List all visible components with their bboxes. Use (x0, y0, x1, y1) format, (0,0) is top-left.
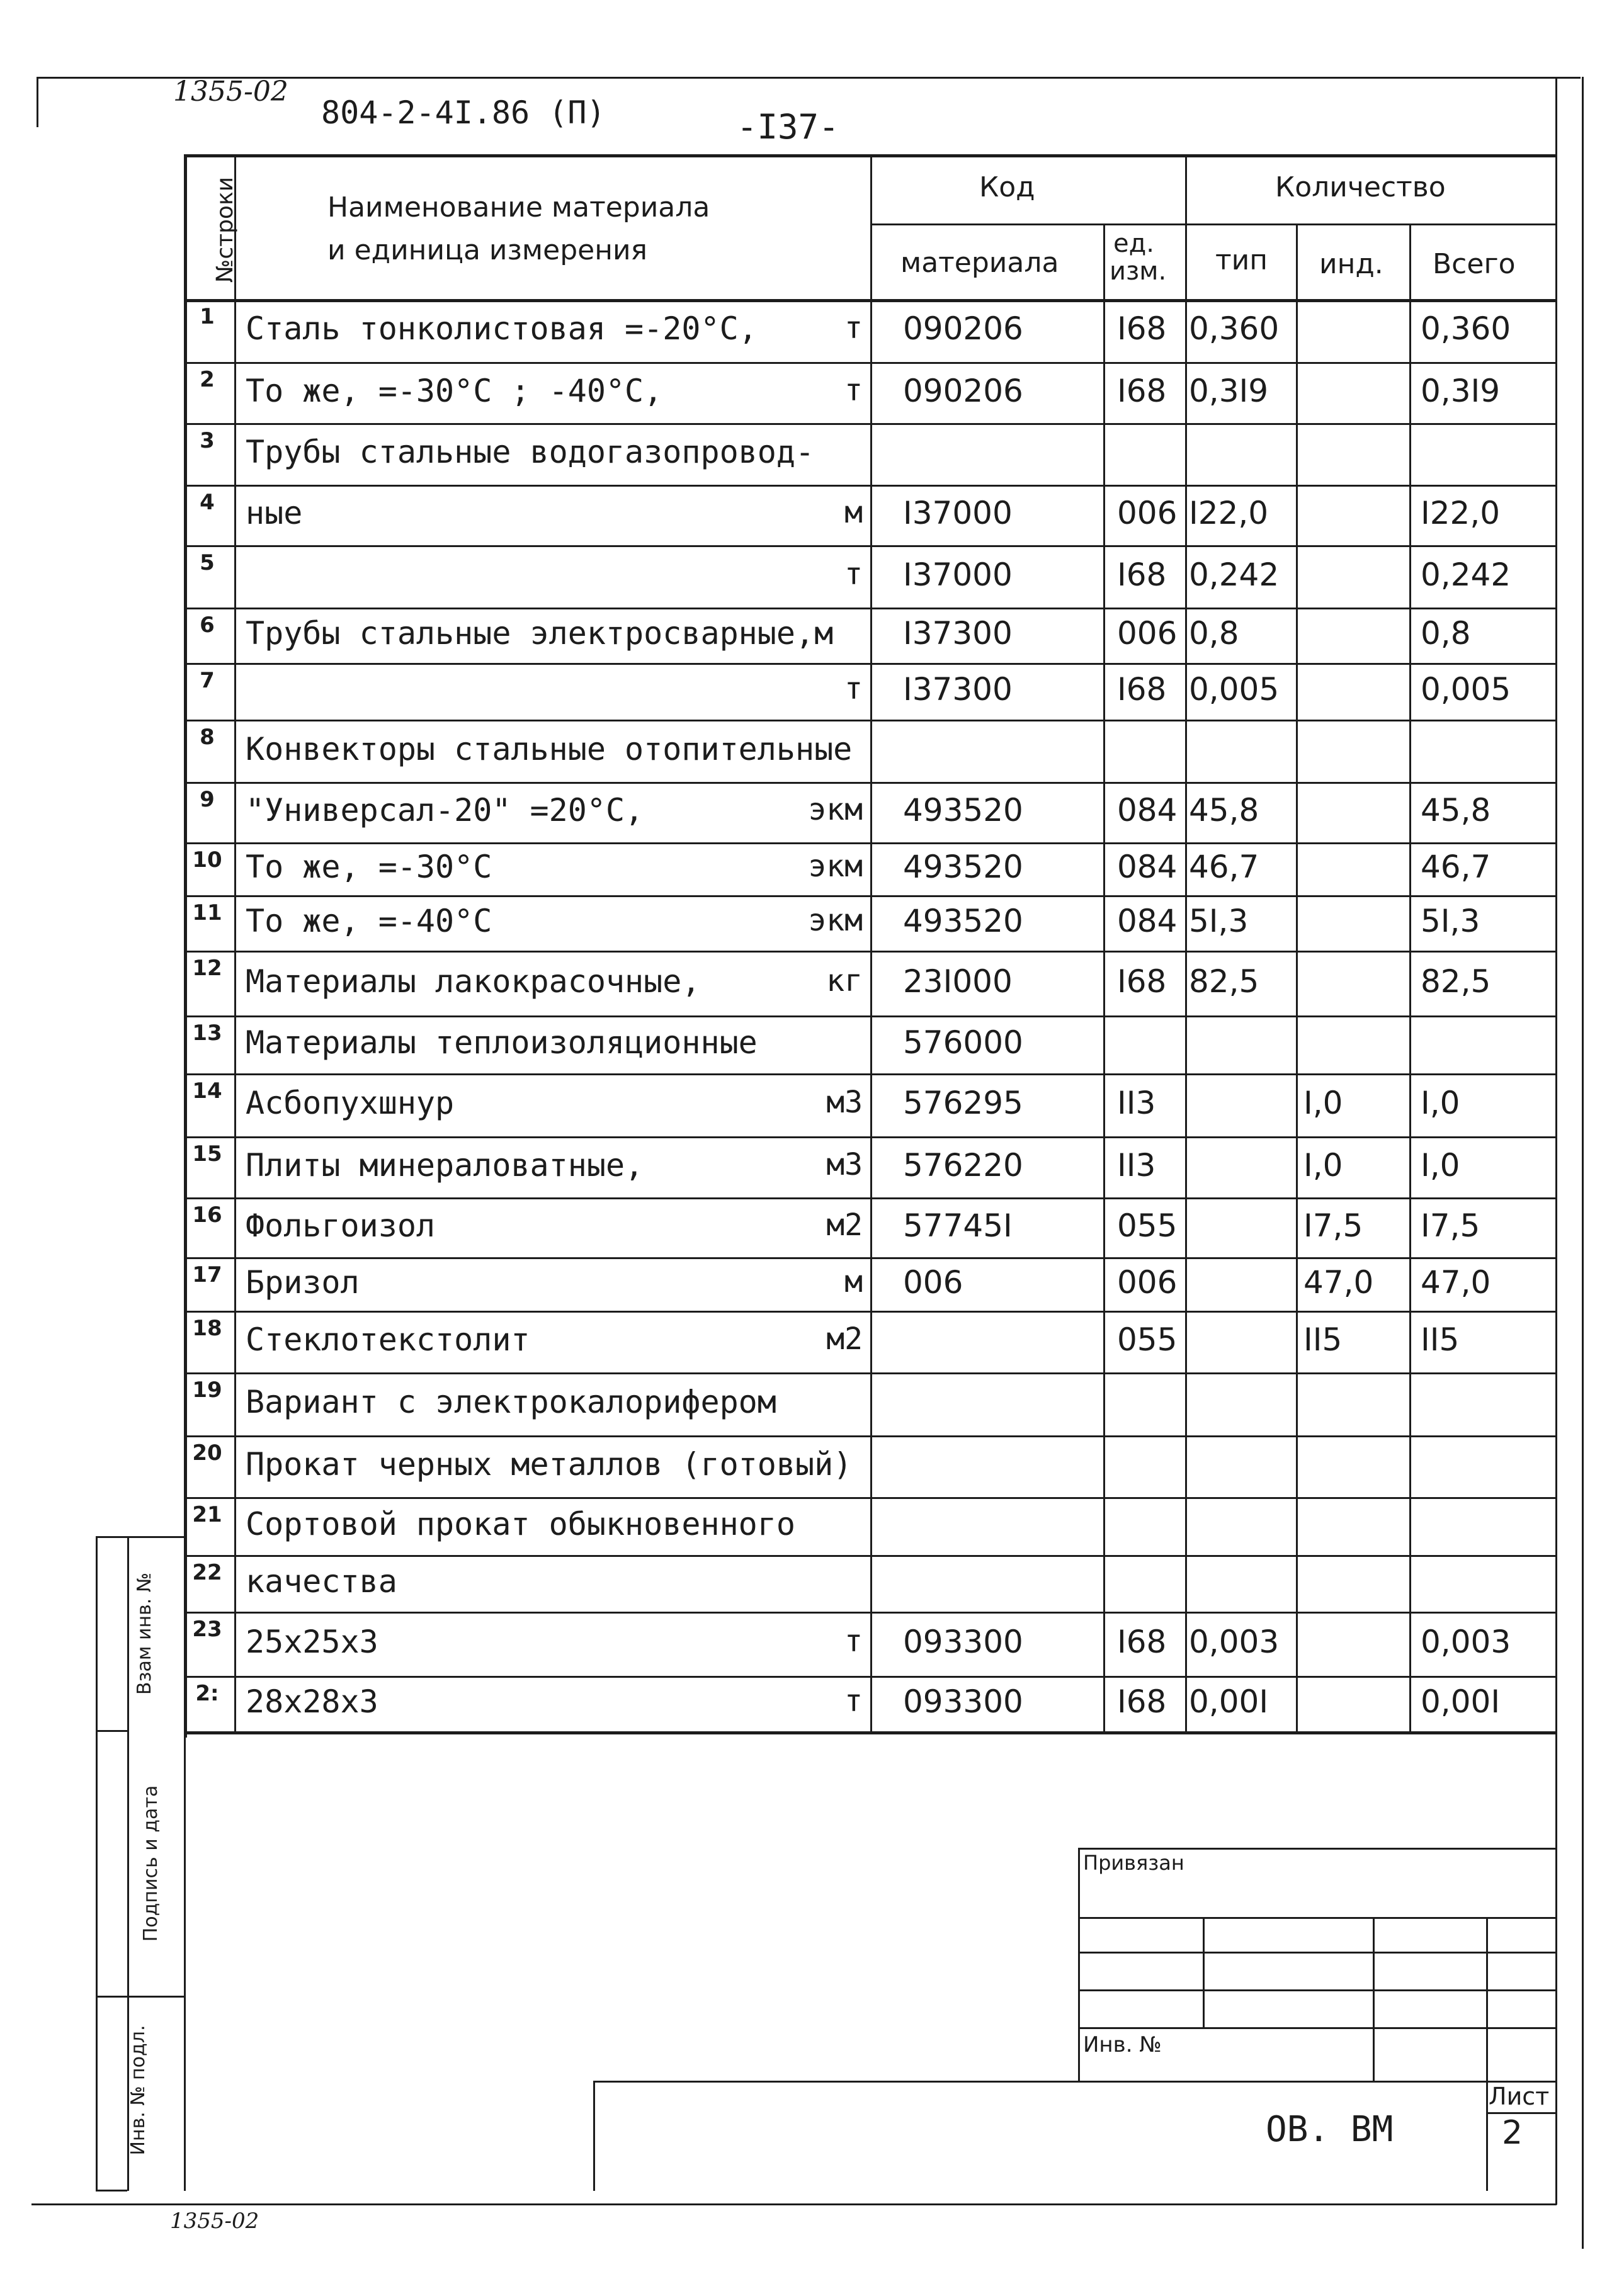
material-name: Бризол (246, 1264, 360, 1301)
col-header-qty-type: тип (1215, 244, 1268, 276)
row-separator (184, 1435, 1555, 1437)
row-separator (184, 485, 1555, 487)
unit-of-measure: т (844, 671, 863, 706)
col-header-quantity: Количество (1275, 171, 1446, 203)
frame-bottom-line (31, 2203, 1557, 2205)
row-separator (184, 1015, 1555, 1017)
row-separator (184, 895, 1555, 897)
tb-privyazan-left (1078, 1848, 1080, 2081)
unit-of-measure: т (844, 310, 863, 346)
qty-type-value: 0,360 (1189, 310, 1280, 347)
material-name: Прокат черных металлов (готовый) (246, 1446, 853, 1483)
qty-total-value: II5 (1421, 1321, 1460, 1358)
material-name: Сталь тонколистовая =-20°С, (246, 310, 758, 347)
row-separator (184, 1311, 1555, 1313)
row-separator (184, 423, 1555, 425)
qty-type-value: 0,003 (1189, 1624, 1280, 1660)
unit-code: 006 (1117, 495, 1178, 531)
stamp-top-line (96, 1536, 184, 1538)
row-separator (184, 842, 1555, 844)
unit-of-measure: м3 (826, 1146, 863, 1182)
material-name: Трубы стальные водогазопровод- (246, 434, 815, 470)
material-code: I37300 (903, 671, 1013, 708)
unit-code: II3 (1117, 1085, 1156, 1121)
tb-grid-v3 (1486, 1917, 1488, 2081)
material-code: I37000 (903, 556, 1013, 593)
qty-total-value: 0,360 (1421, 310, 1511, 347)
stamp-sep-1 (96, 1730, 127, 1732)
row-number: 15 (192, 1141, 222, 1167)
qty-total-value: 46,7 (1421, 849, 1491, 885)
material-code: 493520 (903, 903, 1023, 939)
qty-type-value: 45,8 (1189, 792, 1259, 828)
qty-total-value: 0,005 (1421, 671, 1511, 708)
row-number: 6 (200, 613, 215, 638)
row-separator (184, 663, 1555, 665)
unit-code: 084 (1117, 792, 1178, 828)
unit-of-measure: экм (808, 792, 863, 827)
row-number: 20 (192, 1440, 222, 1466)
unit-code: 055 (1117, 1207, 1178, 1244)
unit-code: 084 (1117, 903, 1178, 939)
col-header-code-material: материала (900, 247, 1059, 279)
qty-total-value: I,0 (1421, 1146, 1460, 1184)
material-code: 493520 (903, 792, 1023, 828)
row-number: 23 (192, 1617, 222, 1642)
row-number: 2 (200, 367, 215, 392)
material-code: 090206 (903, 310, 1023, 347)
qty-type-value: 82,5 (1189, 963, 1259, 1000)
material-name: То же, =-30°С (246, 849, 492, 885)
material-name: Трубы стальные электросварные,м (246, 615, 834, 652)
qty-ind-value: 47,0 (1303, 1264, 1374, 1301)
material-name: Материалы теплоизоляционные (246, 1024, 758, 1061)
material-name: То же, =-30°С ; -40°С, (246, 372, 663, 409)
qty-total-value: I,0 (1421, 1085, 1460, 1121)
tb-sheet-number: 2 (1502, 2114, 1523, 2152)
qty-ind-value: I,0 (1303, 1085, 1343, 1121)
qty-ind-value: I,0 (1303, 1146, 1343, 1184)
row-number: 2: (195, 1681, 219, 1706)
col-header-code-unit-2: изм. (1110, 257, 1167, 286)
row-separator (184, 1372, 1555, 1374)
unit-code: I68 (1117, 372, 1167, 409)
qty-total-value: 47,0 (1421, 1264, 1491, 1301)
qty-total-value: I22,0 (1421, 495, 1501, 531)
col-header-row-number: №строки (212, 176, 238, 283)
stamp-bottom-line (96, 2190, 127, 2191)
frame-left-edge (37, 77, 38, 127)
unit-of-measure: м (844, 495, 863, 530)
qty-type-value: I22,0 (1189, 495, 1269, 531)
qty-total-value: 0,242 (1421, 556, 1511, 593)
stamp-left-line (96, 1536, 98, 2191)
qty-type-value: 0,242 (1189, 556, 1280, 593)
qty-total-value: 45,8 (1421, 792, 1491, 828)
material-code: 576295 (903, 1085, 1023, 1121)
material-name: 25х25х3 (246, 1624, 378, 1660)
col-line-qty-ind (1409, 223, 1411, 1731)
stamp-vzam-label: Взам инв. № (133, 1572, 156, 1695)
unit-of-measure: т (844, 556, 863, 592)
unit-of-measure: м2 (826, 1321, 863, 1357)
tb-main-top (593, 2081, 1557, 2083)
material-name: ные (246, 495, 303, 531)
row-separator (184, 720, 1555, 721)
tb-designation: ОВ. ВМ (1266, 2109, 1394, 2150)
row-separator (184, 1497, 1555, 1499)
tb-grid-h1 (1078, 1917, 1557, 1919)
row-number: 19 (192, 1377, 222, 1403)
qty-total-value: 0,3I9 (1421, 372, 1501, 409)
unit-of-measure: кг (826, 963, 863, 998)
material-code: I37300 (903, 615, 1013, 652)
document-number: 804-2-4I.86 (П) (321, 94, 606, 131)
col-line-row-no (234, 154, 236, 1731)
qty-type-value: 0,3I9 (1189, 372, 1269, 409)
material-name: 28х28х3 (246, 1683, 378, 1720)
tb-sheet-label: Лист (1489, 2083, 1550, 2110)
qty-type-value: 0,8 (1189, 615, 1239, 652)
frame-right-outer (1582, 77, 1584, 2249)
tb-grid-h4 (1078, 2027, 1557, 2029)
row-number: 22 (192, 1560, 222, 1585)
qty-total-value: 5I,3 (1421, 903, 1480, 939)
unit-of-measure: экм (808, 849, 863, 884)
row-separator (184, 1197, 1555, 1199)
material-code: 006 (903, 1264, 963, 1301)
unit-code: I68 (1117, 963, 1167, 1000)
row-separator (184, 1676, 1555, 1678)
material-name: "Универсал-20" =20°С, (246, 792, 644, 828)
material-code: I37000 (903, 495, 1013, 531)
qty-total-value: 82,5 (1421, 963, 1491, 1000)
unit-code: 006 (1117, 615, 1178, 652)
qty-type-value: 0,005 (1189, 671, 1280, 708)
col-line-qty-type (1296, 223, 1298, 1731)
unit-code: I68 (1117, 556, 1167, 593)
material-code: 093300 (903, 1624, 1023, 1660)
unit-code: I68 (1117, 671, 1167, 708)
row-number: 7 (200, 668, 215, 693)
material-name: Фольгоизол (246, 1207, 436, 1244)
material-name: Плиты минераловатные, (246, 1146, 644, 1184)
row-number: 8 (200, 725, 215, 750)
material-code: 576000 (903, 1024, 1023, 1061)
unit-of-measure: экм (808, 903, 863, 938)
row-number: 18 (192, 1316, 222, 1341)
row-number: 21 (192, 1502, 222, 1527)
table-header-mid-line (870, 223, 1555, 225)
material-code: 576220 (903, 1146, 1023, 1184)
tb-grid-h2 (1078, 1952, 1557, 1954)
tb-grid-v1 (1203, 1917, 1205, 2027)
col-line-name (870, 154, 872, 1731)
row-separator (184, 951, 1555, 953)
row-number: 5 (200, 550, 215, 575)
tb-sheet-left (1486, 2081, 1488, 2191)
material-name: Стеклотекстолит (246, 1321, 530, 1358)
material-code: 090206 (903, 372, 1023, 409)
unit-of-measure: т (844, 1683, 863, 1719)
unit-of-measure: м2 (826, 1207, 863, 1243)
table-header-bottom-line (184, 299, 1555, 302)
material-name: Сортовой прокат обыкновенного (246, 1506, 795, 1542)
tb-grid-h3 (1078, 1989, 1557, 1991)
tb-left-line (184, 1738, 186, 2191)
material-name: Материалы лакокрасочные, (246, 963, 701, 1000)
unit-of-measure: м3 (826, 1085, 863, 1120)
col-header-qty-total: Всего (1433, 248, 1516, 280)
table-right-border (1555, 154, 1557, 1731)
unit-of-measure: т (844, 372, 863, 408)
row-number: 10 (192, 847, 222, 873)
handwritten-code: 1355-02 (173, 76, 288, 108)
qty-total-value: I7,5 (1421, 1207, 1480, 1244)
qty-type-value: 0,00I (1189, 1683, 1269, 1720)
qty-type-value: 46,7 (1189, 849, 1259, 885)
page-number: -I37- (737, 107, 839, 147)
table-bottom-border (184, 1731, 1555, 1734)
row-separator (184, 1073, 1555, 1075)
row-separator (184, 1257, 1555, 1259)
material-code: 23I000 (903, 963, 1013, 1000)
col-header-code-unit-1: ед. (1113, 229, 1154, 258)
unit-code: I68 (1117, 310, 1167, 347)
row-separator (184, 545, 1555, 547)
frame-top-line (38, 77, 1581, 79)
material-code: 093300 (903, 1683, 1023, 1720)
qty-total-value: 0,8 (1421, 615, 1471, 652)
material-name: Асбопухшнур (246, 1085, 455, 1121)
unit-code: I68 (1117, 1624, 1167, 1660)
tb-grid-v2 (1373, 1917, 1375, 2081)
col-header-name-line2: и единица измерения (327, 234, 648, 266)
unit-of-measure: м (844, 1264, 863, 1299)
col-line-unit-code (1185, 154, 1187, 1731)
qty-ind-value: I7,5 (1303, 1207, 1363, 1244)
unit-code: II3 (1117, 1146, 1156, 1184)
unit-code: I68 (1117, 1683, 1167, 1720)
material-code: 57745I (903, 1207, 1013, 1244)
row-number: 11 (192, 900, 222, 925)
material-code: 493520 (903, 849, 1023, 885)
tb-inv-label: Инв. № (1083, 2032, 1162, 2057)
row-number: 1 (200, 304, 215, 329)
stamp-sign-label: Подпись и дата (140, 1785, 162, 1942)
qty-total-value: 0,003 (1421, 1624, 1511, 1660)
col-header-name-line1: Наименование материала (327, 191, 710, 223)
row-separator (184, 1555, 1555, 1557)
col-header-qty-ind: инд. (1319, 248, 1383, 280)
qty-type-value: 5I,3 (1189, 903, 1249, 939)
tb-privyazan-label: Привязан (1083, 1851, 1184, 1875)
stamp-inv-label: Инв. № подл. (127, 2025, 149, 2156)
footer-handwritten-code: 1355-02 (170, 2208, 259, 2234)
unit-code: 055 (1117, 1321, 1178, 1358)
unit-of-measure: т (844, 1624, 863, 1659)
qty-ind-value: II5 (1303, 1321, 1343, 1358)
row-number: 14 (192, 1078, 222, 1104)
row-separator (184, 362, 1555, 364)
row-number: 13 (192, 1021, 222, 1046)
col-header-code: Код (979, 171, 1035, 203)
row-separator (184, 1612, 1555, 1614)
unit-code: 006 (1117, 1264, 1178, 1301)
tb-main-left (593, 2081, 595, 2191)
row-number: 4 (200, 490, 215, 515)
row-number: 9 (200, 787, 215, 812)
row-separator (184, 608, 1555, 609)
qty-total-value: 0,00I (1421, 1683, 1501, 1720)
stamp-sep-2 (96, 1996, 184, 1998)
table-top-border (184, 154, 1555, 157)
material-name: качества (246, 1563, 397, 1600)
row-number: 3 (200, 428, 215, 453)
col-line-code-material (1103, 223, 1105, 1731)
material-name: Конвекторы стальные отопительные (246, 730, 853, 767)
material-name: То же, =-40°С (246, 903, 492, 939)
row-number: 17 (192, 1262, 222, 1287)
row-separator (184, 1136, 1555, 1138)
row-number: 12 (192, 956, 222, 981)
unit-code: 084 (1117, 849, 1178, 885)
row-separator (184, 782, 1555, 784)
row-number: 16 (192, 1202, 222, 1228)
material-name: Вариант с электрокалорифером (246, 1384, 776, 1420)
tb-privyazan-top (1078, 1848, 1557, 1850)
